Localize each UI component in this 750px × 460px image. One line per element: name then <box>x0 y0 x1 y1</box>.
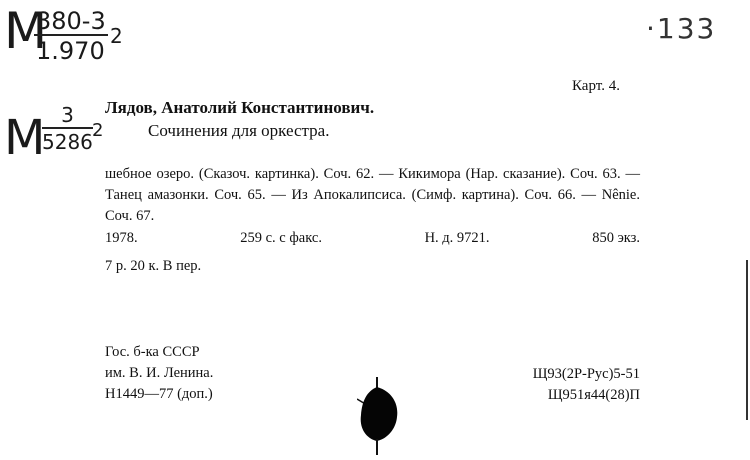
handwritten-shelf-mark <box>34 8 108 65</box>
plate-number: Н. д. 9721. <box>424 230 490 246</box>
card-number: Карт. 4. <box>572 78 620 94</box>
classification-codes <box>495 364 640 406</box>
handwritten-corner-note: ·133 <box>646 12 717 45</box>
contents-note: шебное озеро. (Сказоч. картинка). Соч. 62. — Кикимора (Нар. сказание). Соч. 63. — Танец амазонки. Соч. 65. — Из Апокалипсиса. (Симф. картина). Соч. 66. — Nênie. Соч. 67. <box>105 166 640 224</box>
imprint-line <box>105 230 640 247</box>
classification-code-2: Щ951я44(28)П <box>547 387 640 403</box>
handwritten-letter-m: М <box>4 2 46 60</box>
publication-year: 1978. <box>105 230 138 246</box>
work-title: Сочинения для оркестра. <box>148 121 330 140</box>
shelf-mark-numerator: 380-3 <box>36 7 106 35</box>
ink-blot-mark <box>357 377 401 455</box>
library-line-3: Н1449—77 (доп.) <box>105 386 213 402</box>
card-edge-mark <box>746 260 748 420</box>
handwritten-shelf-mark-second <box>42 104 93 154</box>
handwritten-copy-number: 2 <box>110 24 123 48</box>
print-run: 850 экз. <box>592 230 640 246</box>
handwritten-copy-number-second: 2 <box>92 120 104 141</box>
shelf-mark-second-numerator: 3 <box>42 104 93 129</box>
handwritten-letter-m-second: М <box>4 110 44 166</box>
library-line-1: Гос. б-ка СССР <box>105 344 200 360</box>
page-count: 259 с. с факс. <box>240 230 322 246</box>
shelf-mark-denominator: 1.970 <box>36 37 105 66</box>
price-binding: 7 р. 20 к. В пер. <box>105 258 202 274</box>
shelf-mark-second-denominator: 5286 <box>42 130 93 154</box>
author-heading: Лядов, Анатолий Константинович. <box>105 98 375 117</box>
classification-code-1: Щ93(2Р-Рус)5-51 <box>532 366 640 382</box>
library-imprint <box>105 342 213 405</box>
library-line-2: им. В. И. Ленина. <box>105 365 214 381</box>
